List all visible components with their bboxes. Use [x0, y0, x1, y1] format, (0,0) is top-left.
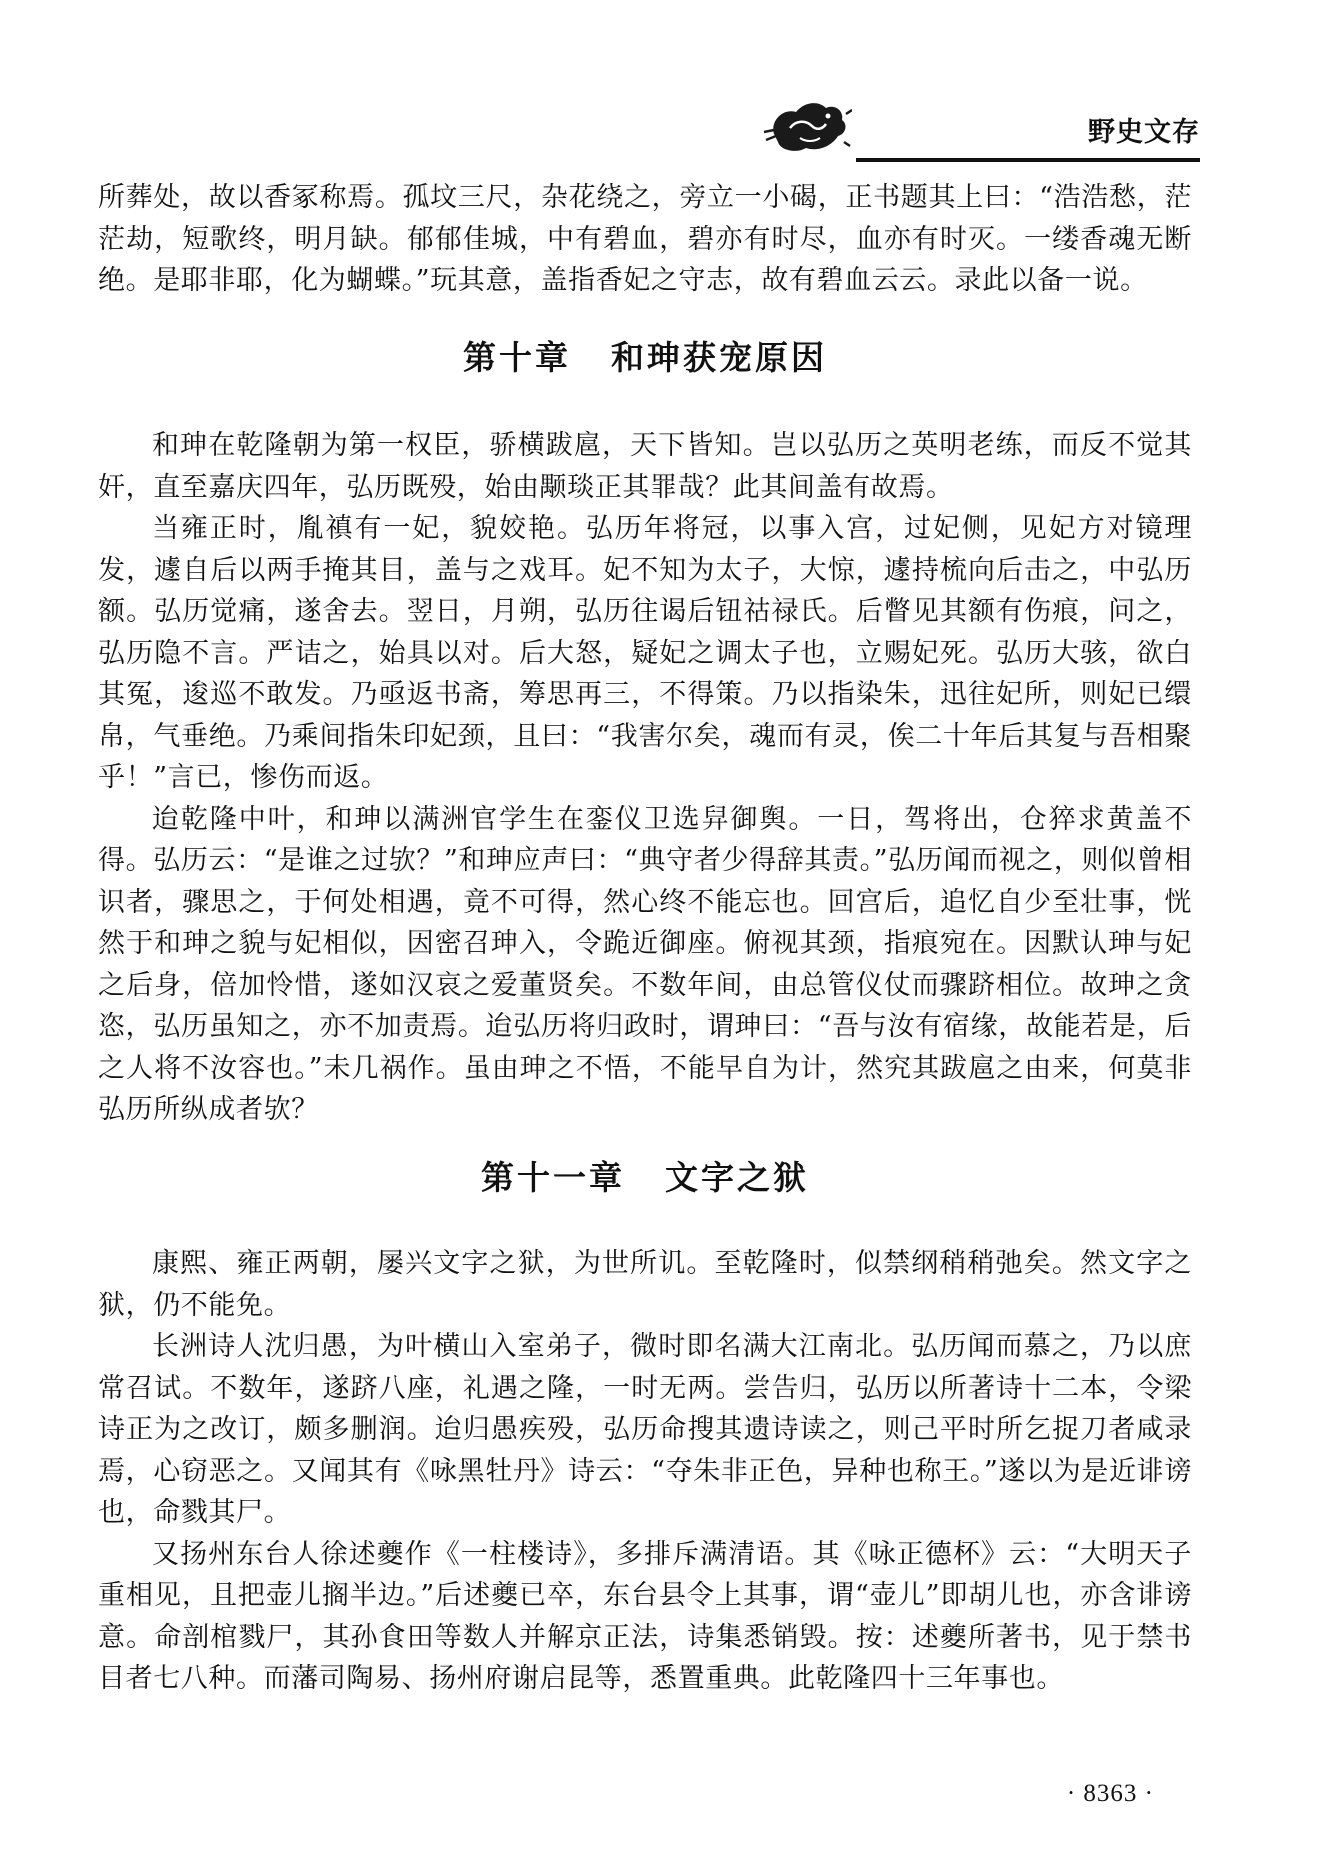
chapter-11-number: 第十一章: [481, 1158, 625, 1197]
chapter-10-heading: [98, 332, 1192, 379]
chapter-11-heading: [98, 1152, 1192, 1199]
chapter-11-body: [98, 1243, 1192, 1700]
intro-continuation-paragraph: 所葬处，故以香冢称焉。孤坟三尺，杂花绕之，旁立一小碣，正书题其上曰：“浩浩愁，茫茫劫，短歌终，明月缺。郁郁佳城，中有碧血，碧亦有时尽，血亦有时灭。一缕香魂无断绝。是耶非耶，化为蝴蝶。”玩其意，盖指香妃之守志，故有碧血云云。录此以备一说。: [98, 182, 1192, 296]
chapter-11-title: 文字之狱: [665, 1158, 809, 1197]
chapter-10-paragraph-2: 当雍正时，胤禛有一妃，貌姣艳。弘历年将冠，以事入宫，过妃侧，见妃方对镜理发，遽自后以两手掩其目，盖与之戏耳。妃不知为太子，大惊，遽持梳向后击之，中弘历额。弘历觉痛，遂舍去。翌日，月朔，弘历往谒后钮祜禄氏。后瞥见其额有伤痕，问之，弘历隐不言。严诘之，始具以对。后大怒，疑妃之调太子也，立赐妃死。弘历大骇，欲白其冤，逡巡不敢发。乃亟返书斋，筹思再三，不得策。乃以指染朱，迅往妃所，则妃已缳帛，气垂绝。乃乘间指朱印妃颈，且曰：“我害尔矣，魂而有灵，俟二十年后其复与吾相聚乎！”言已，惨伤而返。: [98, 513, 1192, 793]
page-number: · 8363 ·: [1066, 1780, 1154, 1807]
book-series-title: 野史文存: [1088, 117, 1200, 148]
chapter-11-paragraph-2: 长洲诗人沈归愚，为叶横山入室弟子，微时即名满大江南北。弘历闻而慕之，乃以庶常召试。不数年，遂跻八座，礼遇之隆，一时无两。尝告归，弘历以所著诗十二本，令梁诗正为之改订，颇多删润。迨归愚疾殁，弘历命搜其遗诗读之，则己平时所乞捉刀者咸录焉，心窃恶之。又闻其有《咏黑牡丹》诗云：“夺朱非正色，异种也称王。”遂以为是近诽谤也，命戮其尸。: [98, 1331, 1192, 1528]
dragon-emblem-icon: [760, 94, 852, 158]
chapter-10-paragraph-3: 迨乾隆中叶，和珅以满洲官学生在銮仪卫选舁御舆。一日，驾将出，仓猝求黄盖不得。弘历云：“是谁之过欤？”和珅应声曰：“典守者少得辞其责。”弘历闻而视之，则似曾相识者，骤思之，于何处相遇，竟不可得，然心终不能忘也。回宫后，追忆自少至壮事，恍然于和珅之貌与妃相似，因密召珅入，令跪近御座。俯视其颈，指痕宛在。因默认珅与妃之后身，倍加怜惜，遂如汉哀之爱董贤矣。不数年间，由总管仪仗而骤跻相位。故珅之贪恣，弘历虽知之，亦不加责焉。迨弘历将归政时，谓珅曰：“吾与汝有宿缘，故能若是，后之人将不汝容也。”未几祸作。虽由珅之不悟，不能早自为计，然究其跋扈之由来，何莫非弘历所纵成者欤？: [98, 803, 1192, 1125]
running-header: [760, 92, 1200, 164]
header-rule: [856, 158, 1200, 162]
chapter-10-body: [98, 425, 1192, 1131]
chapter-10-paragraph-1: 和珅在乾隆朝为第一权臣，骄横跋扈，天下皆知。岂以弘历之英明老练，而反不觉其奸，直至嘉庆四年，弘历既殁，始由颙琰正其罪哉？此其间盖有故焉。: [98, 430, 1192, 503]
chapter-10-title: 和珅获宠原因: [611, 338, 827, 377]
chapter-10-number: 第十章: [463, 338, 571, 377]
chapter-11-paragraph-3: 又扬州东台人徐述夔作《一柱楼诗》，多排斥满清语。其《咏正德杯》云：“大明天子重相见，且把壶儿搁半边。”后述夔已卒，东台县令上其事，谓“壶儿”即胡儿也，亦含诽谤意。命剖棺戮尸，其孙食田等数人并解京正法，诗集悉销毁。按：述夔所著书，见于禁书目者七八种。而藩司陶易、扬州府谢启昆等，悉置重典。此乾隆四十三年事也。: [98, 1538, 1192, 1694]
chapter-11-paragraph-1: 康熙、雍正两朝，屡兴文字之狱，为世所讥。至乾隆时，似禁纲稍稍弛矣。然文字之狱，仍不能免。: [98, 1248, 1192, 1321]
